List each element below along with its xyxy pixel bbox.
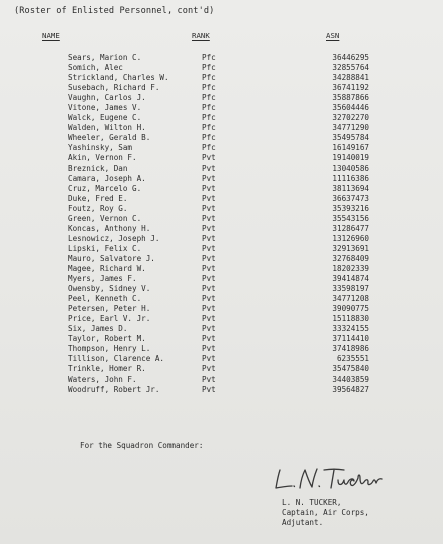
roster-rank: Pvt (202, 314, 216, 324)
roster-name: Akin, Vernon F. (68, 153, 137, 163)
name-column-header: NAME (42, 31, 60, 40)
roster-row (0, 224, 443, 234)
roster-rank: Pfc (202, 73, 216, 83)
roster-rank: Pfc (202, 143, 216, 153)
roster-row (0, 103, 443, 113)
roster-row (0, 83, 443, 93)
roster-row (0, 73, 443, 83)
roster-rank: Pfc (202, 83, 216, 93)
roster-row (0, 194, 443, 204)
roster-rank: Pvt (202, 153, 216, 163)
roster-rank: Pfc (202, 113, 216, 123)
roster-asn: 38113694 (332, 183, 369, 193)
roster-rank: Pvt (202, 334, 216, 344)
roster-row (0, 324, 443, 334)
roster-asn: 33324155 (332, 324, 369, 334)
roster-name: Somich, Alec (68, 63, 123, 73)
roster-asn: 35887866 (332, 93, 369, 103)
roster-row (0, 164, 443, 174)
roster-name: Magee, Richard W. (68, 263, 146, 273)
roster-asn: 39564827 (332, 384, 369, 394)
roster-row (0, 254, 443, 264)
roster-row (0, 344, 443, 354)
roster-rank: Pvt (202, 284, 216, 294)
roster-asn: 34403859 (332, 374, 369, 384)
roster-rank: Pvt (202, 223, 216, 233)
roster-rank: Pvt (202, 183, 216, 193)
roster-asn: 15118830 (332, 314, 369, 324)
roster-row (0, 264, 443, 274)
roster-asn: 11116386 (332, 173, 369, 183)
roster-row (0, 143, 443, 153)
closing-line: For the Squadron Commander: (80, 441, 204, 450)
roster-name: Owensby, Sidney V. (68, 284, 151, 294)
roster-asn: 35475840 (332, 364, 369, 374)
roster-name: Walden, Wilton H. (68, 123, 146, 133)
roster-name: Cruz, Marcelo G. (68, 183, 142, 193)
roster-rank: Pvt (202, 213, 216, 223)
roster-row (0, 334, 443, 344)
roster-heading: (Roster of Enlisted Personnel, cont'd) (14, 6, 215, 16)
roster-row (0, 284, 443, 294)
roster-name: Wheeler, Gerald B. (68, 133, 151, 143)
roster-name: Sears, Marion C. (68, 53, 142, 62)
roster-rank: Pvt (202, 294, 216, 304)
roster-row (0, 304, 443, 314)
roster-name: Woodruff, Robert Jr. (68, 384, 160, 394)
roster-rank: Pfc (202, 53, 216, 62)
roster-rank: Pvt (202, 384, 216, 394)
roster-row (0, 385, 443, 395)
roster-row (0, 133, 443, 143)
roster-name: Koncas, Anthony H. (68, 223, 151, 233)
roster-name: Tillison, Clarence A. (68, 354, 165, 364)
roster-name: Breznick, Dan (68, 163, 128, 173)
roster-rank: Pvt (202, 324, 216, 334)
roster-asn: 32913691 (332, 243, 369, 253)
roster-row (0, 375, 443, 385)
roster-name: Yashinsky, Sam (68, 143, 133, 153)
roster-asn: 16149167 (332, 143, 369, 153)
roster-name: Strickland, Charles W. (68, 73, 169, 83)
roster-row (0, 53, 443, 63)
roster-row (0, 93, 443, 103)
signature-block (282, 498, 369, 529)
roster-rank: Pvt (202, 374, 216, 384)
roster-rank: Pfc (202, 93, 216, 103)
roster-asn: 32702270 (332, 113, 369, 123)
roster-rank: Pvt (202, 243, 216, 253)
roster-row (0, 274, 443, 284)
roster-name: Vaughn, Carlos J. (68, 93, 146, 103)
roster-name: Myers, James F. (68, 274, 137, 284)
roster-rank: Pvt (202, 193, 216, 203)
roster-asn: 35393216 (332, 203, 369, 213)
asn-column-header: ASN (326, 31, 340, 40)
roster-rank: Pvt (202, 274, 216, 284)
roster-name: Price, Earl V. Jr. (68, 314, 151, 324)
roster-name: Mauro, Salvatore J. (68, 253, 155, 263)
roster-row (0, 314, 443, 324)
roster-asn: 32768409 (332, 253, 369, 263)
roster-row (0, 364, 443, 374)
roster-name: Green, Vernon C. (68, 213, 142, 223)
roster-row (0, 294, 443, 304)
roster-rank: Pvt (202, 163, 216, 173)
roster-asn: 36446295 (332, 53, 369, 62)
roster-asn: 35495784 (332, 133, 369, 143)
roster-asn: 34771290 (332, 123, 369, 133)
roster-name: Walck, Eugene C. (68, 113, 142, 123)
roster-rank: Pfc (202, 123, 216, 133)
roster-row (0, 184, 443, 194)
roster-asn: 19140019 (332, 153, 369, 163)
roster-rank: Pfc (202, 63, 216, 73)
roster-row (0, 354, 443, 364)
roster-name: Camara, Joseph A. (68, 173, 146, 183)
roster-rank: Pvt (202, 263, 216, 273)
roster-asn: 39414874 (332, 274, 369, 284)
roster-name: Trinkle, Homer R. (68, 364, 146, 374)
roster-name: Waters, John F. (68, 374, 137, 384)
roster-name: Taylor, Robert M. (68, 334, 146, 344)
roster-name: Thompson, Henry L. (68, 344, 151, 354)
roster-rank: Pvt (202, 203, 216, 213)
roster-name: Duke, Fred E. (68, 193, 128, 203)
roster-rank: Pvt (202, 304, 216, 314)
roster-row (0, 123, 443, 133)
roster-asn: 18202339 (332, 263, 369, 273)
roster-rank: Pvt (202, 344, 216, 354)
roster-asn: 39090775 (332, 304, 369, 314)
signatory-role: Adjutant. (282, 518, 324, 528)
signatory-title: Captain, Air Corps, (282, 508, 369, 518)
roster-asn: 34771208 (332, 294, 369, 304)
roster-asn: 37418986 (332, 344, 369, 354)
roster-asn: 6235551 (336, 354, 369, 364)
roster-table (0, 53, 443, 395)
roster-name: Foutz, Roy G. (68, 203, 128, 213)
roster-asn: 35604446 (332, 103, 369, 113)
roster-name: Susebach, Richard F. (68, 83, 160, 93)
roster-rank: Pfc (202, 103, 216, 113)
handwritten-signature (272, 464, 392, 494)
roster-asn: 37114410 (332, 334, 369, 344)
roster-name: Lesnowicz, Joseph J. (68, 233, 160, 243)
roster-row (0, 234, 443, 244)
roster-asn: 36637473 (332, 193, 369, 203)
signatory-name: L. N. TUCKER, (282, 498, 342, 507)
roster-rank: Pvt (202, 364, 216, 374)
roster-asn: 36741192 (332, 83, 369, 93)
rank-column-header: RANK (192, 31, 210, 40)
roster-asn: 35543156 (332, 213, 369, 223)
roster-row (0, 244, 443, 254)
roster-row (0, 214, 443, 224)
roster-rank: Pvt (202, 173, 216, 183)
roster-asn: 32855764 (332, 63, 369, 73)
roster-asn: 13126960 (332, 233, 369, 243)
roster-name: Lipski, Felix C. (68, 243, 142, 253)
roster-rank: Pvt (202, 354, 216, 364)
roster-name: Six, James D. (68, 324, 128, 334)
roster-row (0, 153, 443, 163)
roster-name: Peel, Kenneth C. (68, 294, 142, 304)
roster-rank: Pvt (202, 233, 216, 243)
roster-asn: 34288841 (332, 73, 369, 83)
roster-row (0, 174, 443, 184)
roster-row (0, 204, 443, 214)
roster-row (0, 63, 443, 73)
roster-asn: 13040586 (332, 163, 369, 173)
roster-asn: 33598197 (332, 284, 369, 294)
roster-row (0, 113, 443, 123)
roster-name: Vitone, James V. (68, 103, 142, 113)
roster-asn: 31286477 (332, 223, 369, 233)
roster-rank: Pvt (202, 253, 216, 263)
roster-rank: Pfc (202, 133, 216, 143)
roster-name: Petersen, Peter H. (68, 304, 151, 314)
